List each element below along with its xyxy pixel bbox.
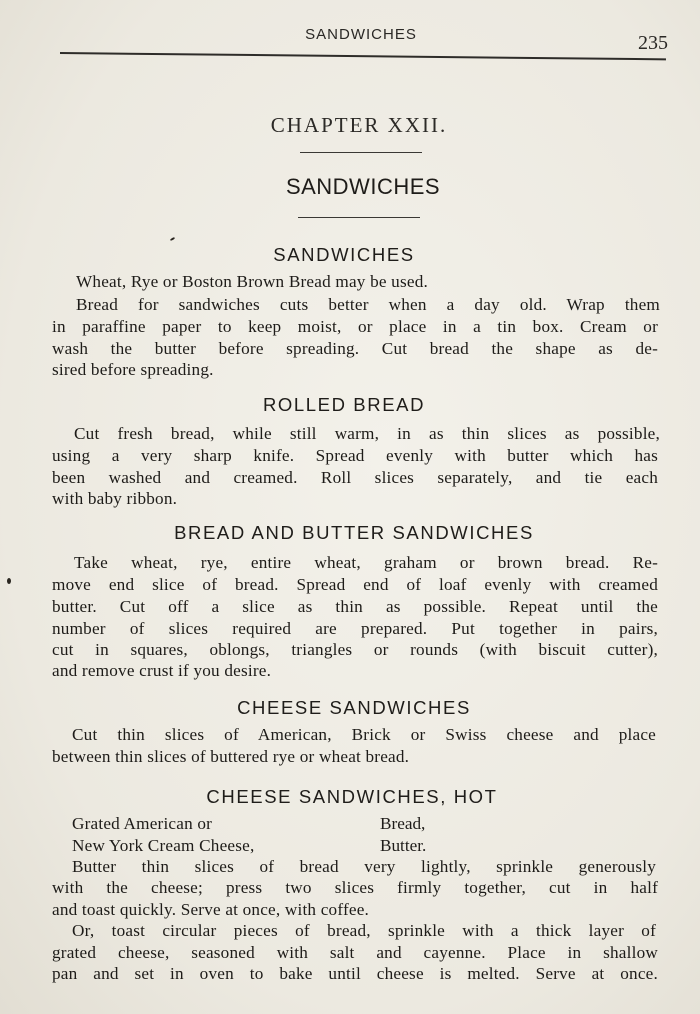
paper-speck — [7, 578, 11, 584]
paragraph-line: in paraffine paper to keep moist, or place in a tin box. Cream or — [52, 317, 658, 336]
ingredient-left: New York Cream Cheese, — [72, 836, 255, 855]
chapter-rule-bottom — [298, 217, 420, 218]
paragraph-line: butter. Cut off a slice as thin as possible. Repeat until the — [52, 597, 658, 616]
header-rule — [60, 52, 666, 60]
running-head: SANDWICHES — [305, 26, 417, 43]
paragraph-line: with the cheese; press two slices firmly together, cut in half — [52, 878, 658, 897]
section-heading-sandwiches: SANDWICHES — [273, 244, 415, 265]
paragraph-line: number of slices required are prepared. Put together in pairs, — [52, 619, 658, 638]
paragraph-line: Cut thin slices of American, Brick or Swiss cheese and place — [72, 725, 656, 744]
paragraph-line: Bread for sandwiches cuts better when a day old. Wrap them — [76, 295, 660, 314]
section-heading-cheese-sandwiches-hot: CHEESE SANDWICHES, HOT — [206, 786, 498, 807]
paragraph-line: move end slice of bread. Spread end of loaf evenly with creamed — [52, 575, 658, 594]
paragraph-line: sired before spreading. — [52, 360, 214, 379]
paragraph-line: with baby ribbon. — [52, 489, 178, 508]
paragraph-line: grated cheese, seasoned with salt and cayenne. Place in shallow — [52, 943, 658, 962]
chapter-rule-top — [300, 152, 422, 153]
ingredient-left: Grated American or — [72, 814, 213, 833]
paragraph-line: and toast quickly. Serve at once, with coffee. — [52, 900, 370, 919]
paragraph-line: wash the butter before spreading. Cut bread the shape as de- — [52, 339, 658, 358]
paragraph-line: Butter thin slices of bread very lightly, sprinkle generously — [72, 857, 656, 876]
paper-speck — [170, 237, 175, 241]
paragraph-line: Take wheat, rye, entire wheat, graham or brown bread. Re- — [74, 553, 658, 572]
paragraph-line: pan and set in oven to bake until cheese is melted. Serve at once. — [52, 964, 658, 983]
paragraph-line: cut in squares, oblongs, triangles or rounds (with biscuit cutter), — [52, 640, 658, 659]
paragraph-line: between thin slices of buttered rye or wheat bread. — [52, 747, 410, 766]
section-heading-rolled-bread: ROLLED BREAD — [262, 394, 426, 415]
paragraph-line: using a very sharp knife. Spread evenly with butter which has — [52, 446, 658, 465]
paragraph-line: Or, toast circular pieces of bread, sprinkle with a thick layer of — [72, 921, 656, 940]
chapter-title: SANDWICHES — [285, 174, 441, 199]
chapter-number: CHAPTER XXII. — [270, 113, 448, 137]
paragraph-line: Cut fresh bread, while still warm, in as thin slices as possible, — [74, 424, 660, 443]
ingredient-right: Bread, — [380, 814, 426, 833]
ingredient-right: Butter. — [380, 836, 427, 855]
paragraph-line: and remove crust if you desire. — [52, 661, 272, 680]
page-number: 235 — [638, 32, 668, 54]
section-heading-cheese-sandwiches: CHEESE SANDWICHES — [237, 697, 471, 718]
paragraph-line: Wheat, Rye or Boston Brown Bread may be used. — [76, 272, 428, 291]
section-heading-bread-and-butter: BREAD AND BUTTER SANDWICHES — [174, 522, 534, 543]
paragraph-line: been washed and creamed. Roll slices separately, and tie each — [52, 468, 658, 487]
